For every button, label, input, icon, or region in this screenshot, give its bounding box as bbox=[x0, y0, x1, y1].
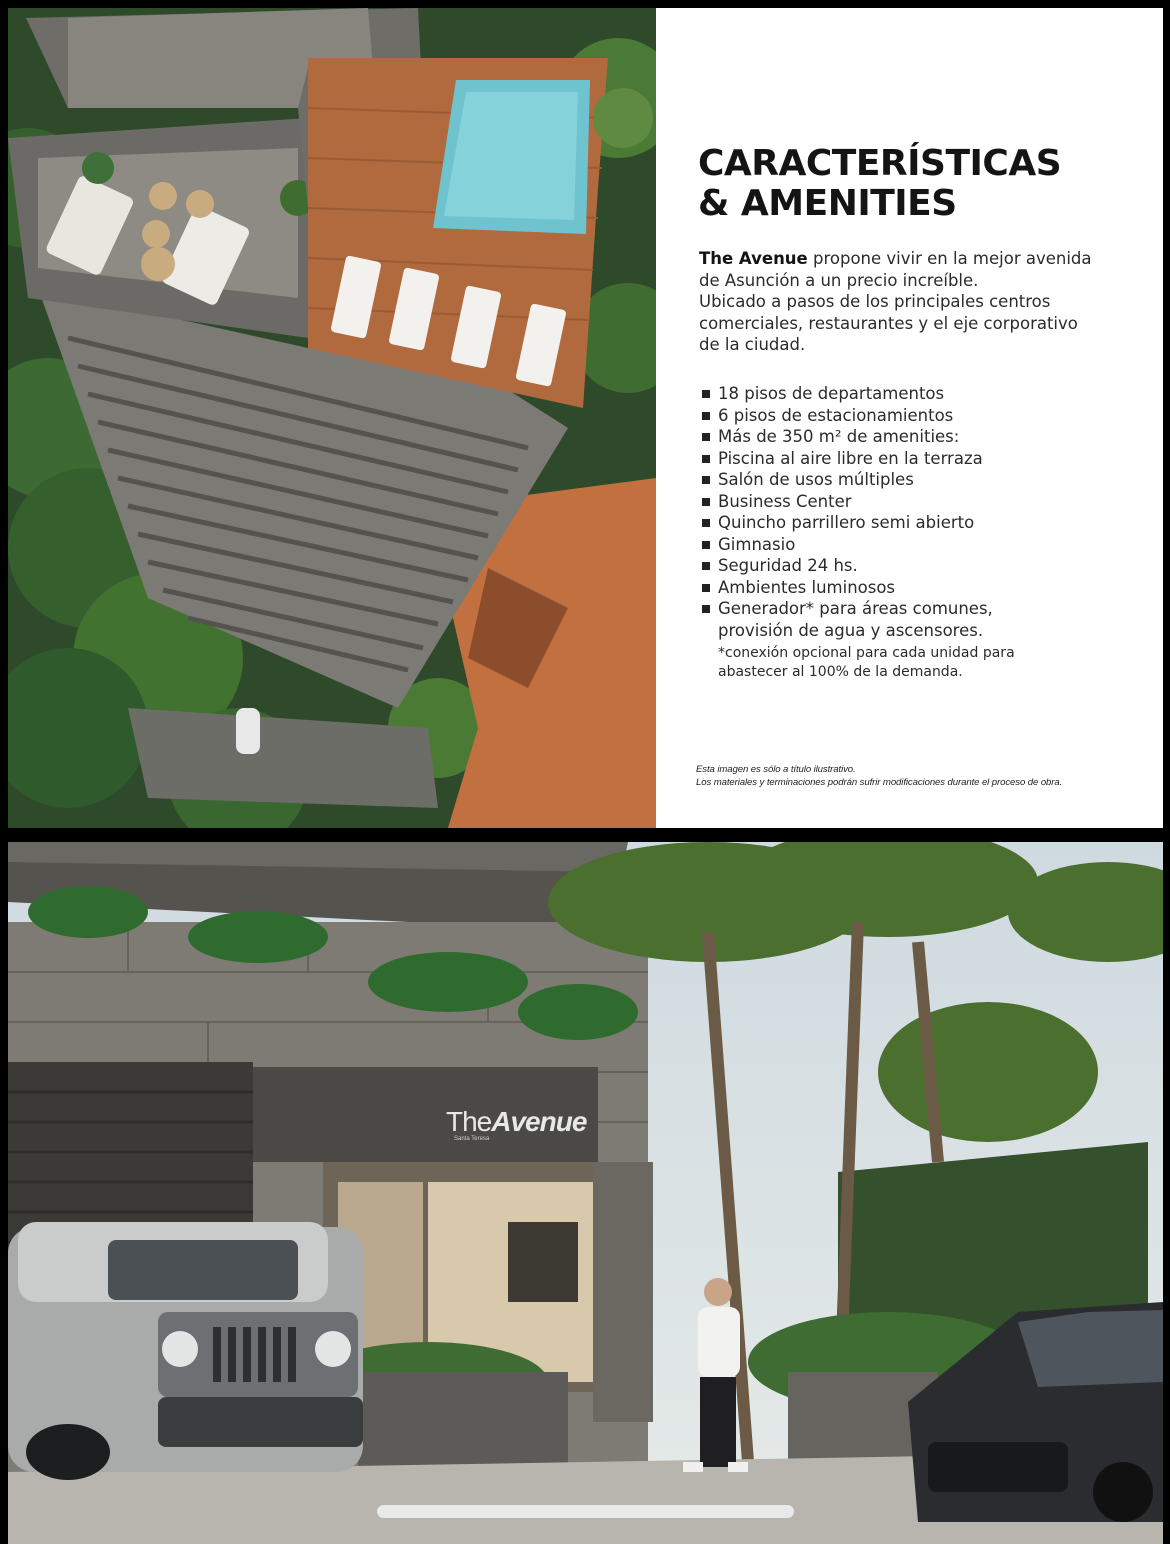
list-item: Salón de usos múltiples bbox=[700, 469, 1140, 491]
list-item: Gimnasio bbox=[700, 534, 1140, 556]
list-item: Piscina al aire libre en la terraza bbox=[700, 448, 1140, 470]
sign-brand-light: The bbox=[446, 1106, 492, 1137]
bullet-square-icon bbox=[702, 390, 710, 398]
building-signage bbox=[446, 1106, 666, 1166]
bullet-square-icon bbox=[702, 562, 710, 570]
bullet-square-icon bbox=[702, 433, 710, 441]
brochure-page-amenities bbox=[8, 8, 1163, 828]
intro-line-4: comerciales, restaurantes y el eje corporativo bbox=[699, 313, 1078, 333]
bullet-square-icon bbox=[702, 605, 710, 613]
bullet-square-icon bbox=[702, 541, 710, 549]
intro-line-2: de Asunción a un precio increíble. bbox=[699, 270, 979, 290]
bullet-square-icon bbox=[702, 584, 710, 592]
aerial-building-render bbox=[8, 8, 656, 828]
home-indicator-bar[interactable] bbox=[377, 1505, 794, 1518]
bullet-square-icon bbox=[702, 412, 710, 420]
list-item: Quincho parrillero semi abierto bbox=[700, 512, 1140, 534]
list-item: 18 pisos de departamentos bbox=[700, 383, 1140, 405]
bullet-square-icon bbox=[702, 519, 710, 527]
intro-brand: The Avenue bbox=[699, 249, 808, 268]
brochure-page-entrance bbox=[8, 842, 1163, 1544]
amenities-text-panel bbox=[656, 8, 1163, 828]
heading-line-2: & AMENITIES bbox=[698, 183, 957, 224]
generator-footnote: *conexión opcional para cada unidad para abastecer al 100% de la demanda. bbox=[718, 645, 1015, 680]
image-disclaimer: Esta imagen es sólo a título ilustrativo. Los materiales y terminaciones podrán sufrir modificaciones durante el proceso de obra. bbox=[696, 764, 1063, 788]
street-entrance-render bbox=[8, 842, 1163, 1544]
bullet-square-icon bbox=[702, 476, 710, 484]
list-item: Más de 350 m² de amenities: bbox=[700, 426, 1140, 448]
white-suv bbox=[8, 1222, 363, 1480]
list-item: Seguridad 24 hs. bbox=[700, 555, 1140, 577]
intro-paragraph bbox=[699, 248, 1119, 356]
list-item: Ambientes luminosos bbox=[700, 577, 1140, 599]
list-item-continuation: provisión de agua y ascensores. bbox=[718, 620, 984, 640]
section-heading bbox=[698, 144, 1061, 224]
bullet-square-icon bbox=[702, 498, 710, 506]
list-item: Generador* para áreas comunes, provisión de agua y ascensores. bbox=[700, 598, 1140, 641]
heading-line-1: CARACTERÍSTICAS bbox=[698, 143, 1062, 184]
intro-line-3: Ubicado a pasos de los principales centros bbox=[699, 292, 1051, 311]
list-item: 6 pisos de estacionamientos bbox=[700, 405, 1140, 427]
list-item: Business Center bbox=[700, 491, 1140, 513]
bullet-square-icon bbox=[702, 455, 710, 463]
intro-line-5: de la ciudad. bbox=[699, 335, 806, 354]
intro-line-1: propone vivir en la mejor avenida bbox=[807, 249, 1092, 268]
features-list bbox=[700, 383, 1140, 641]
sign-subtitle: Santa Teresa bbox=[454, 1136, 490, 1142]
sign-brand-bold: Avenue bbox=[491, 1106, 587, 1137]
